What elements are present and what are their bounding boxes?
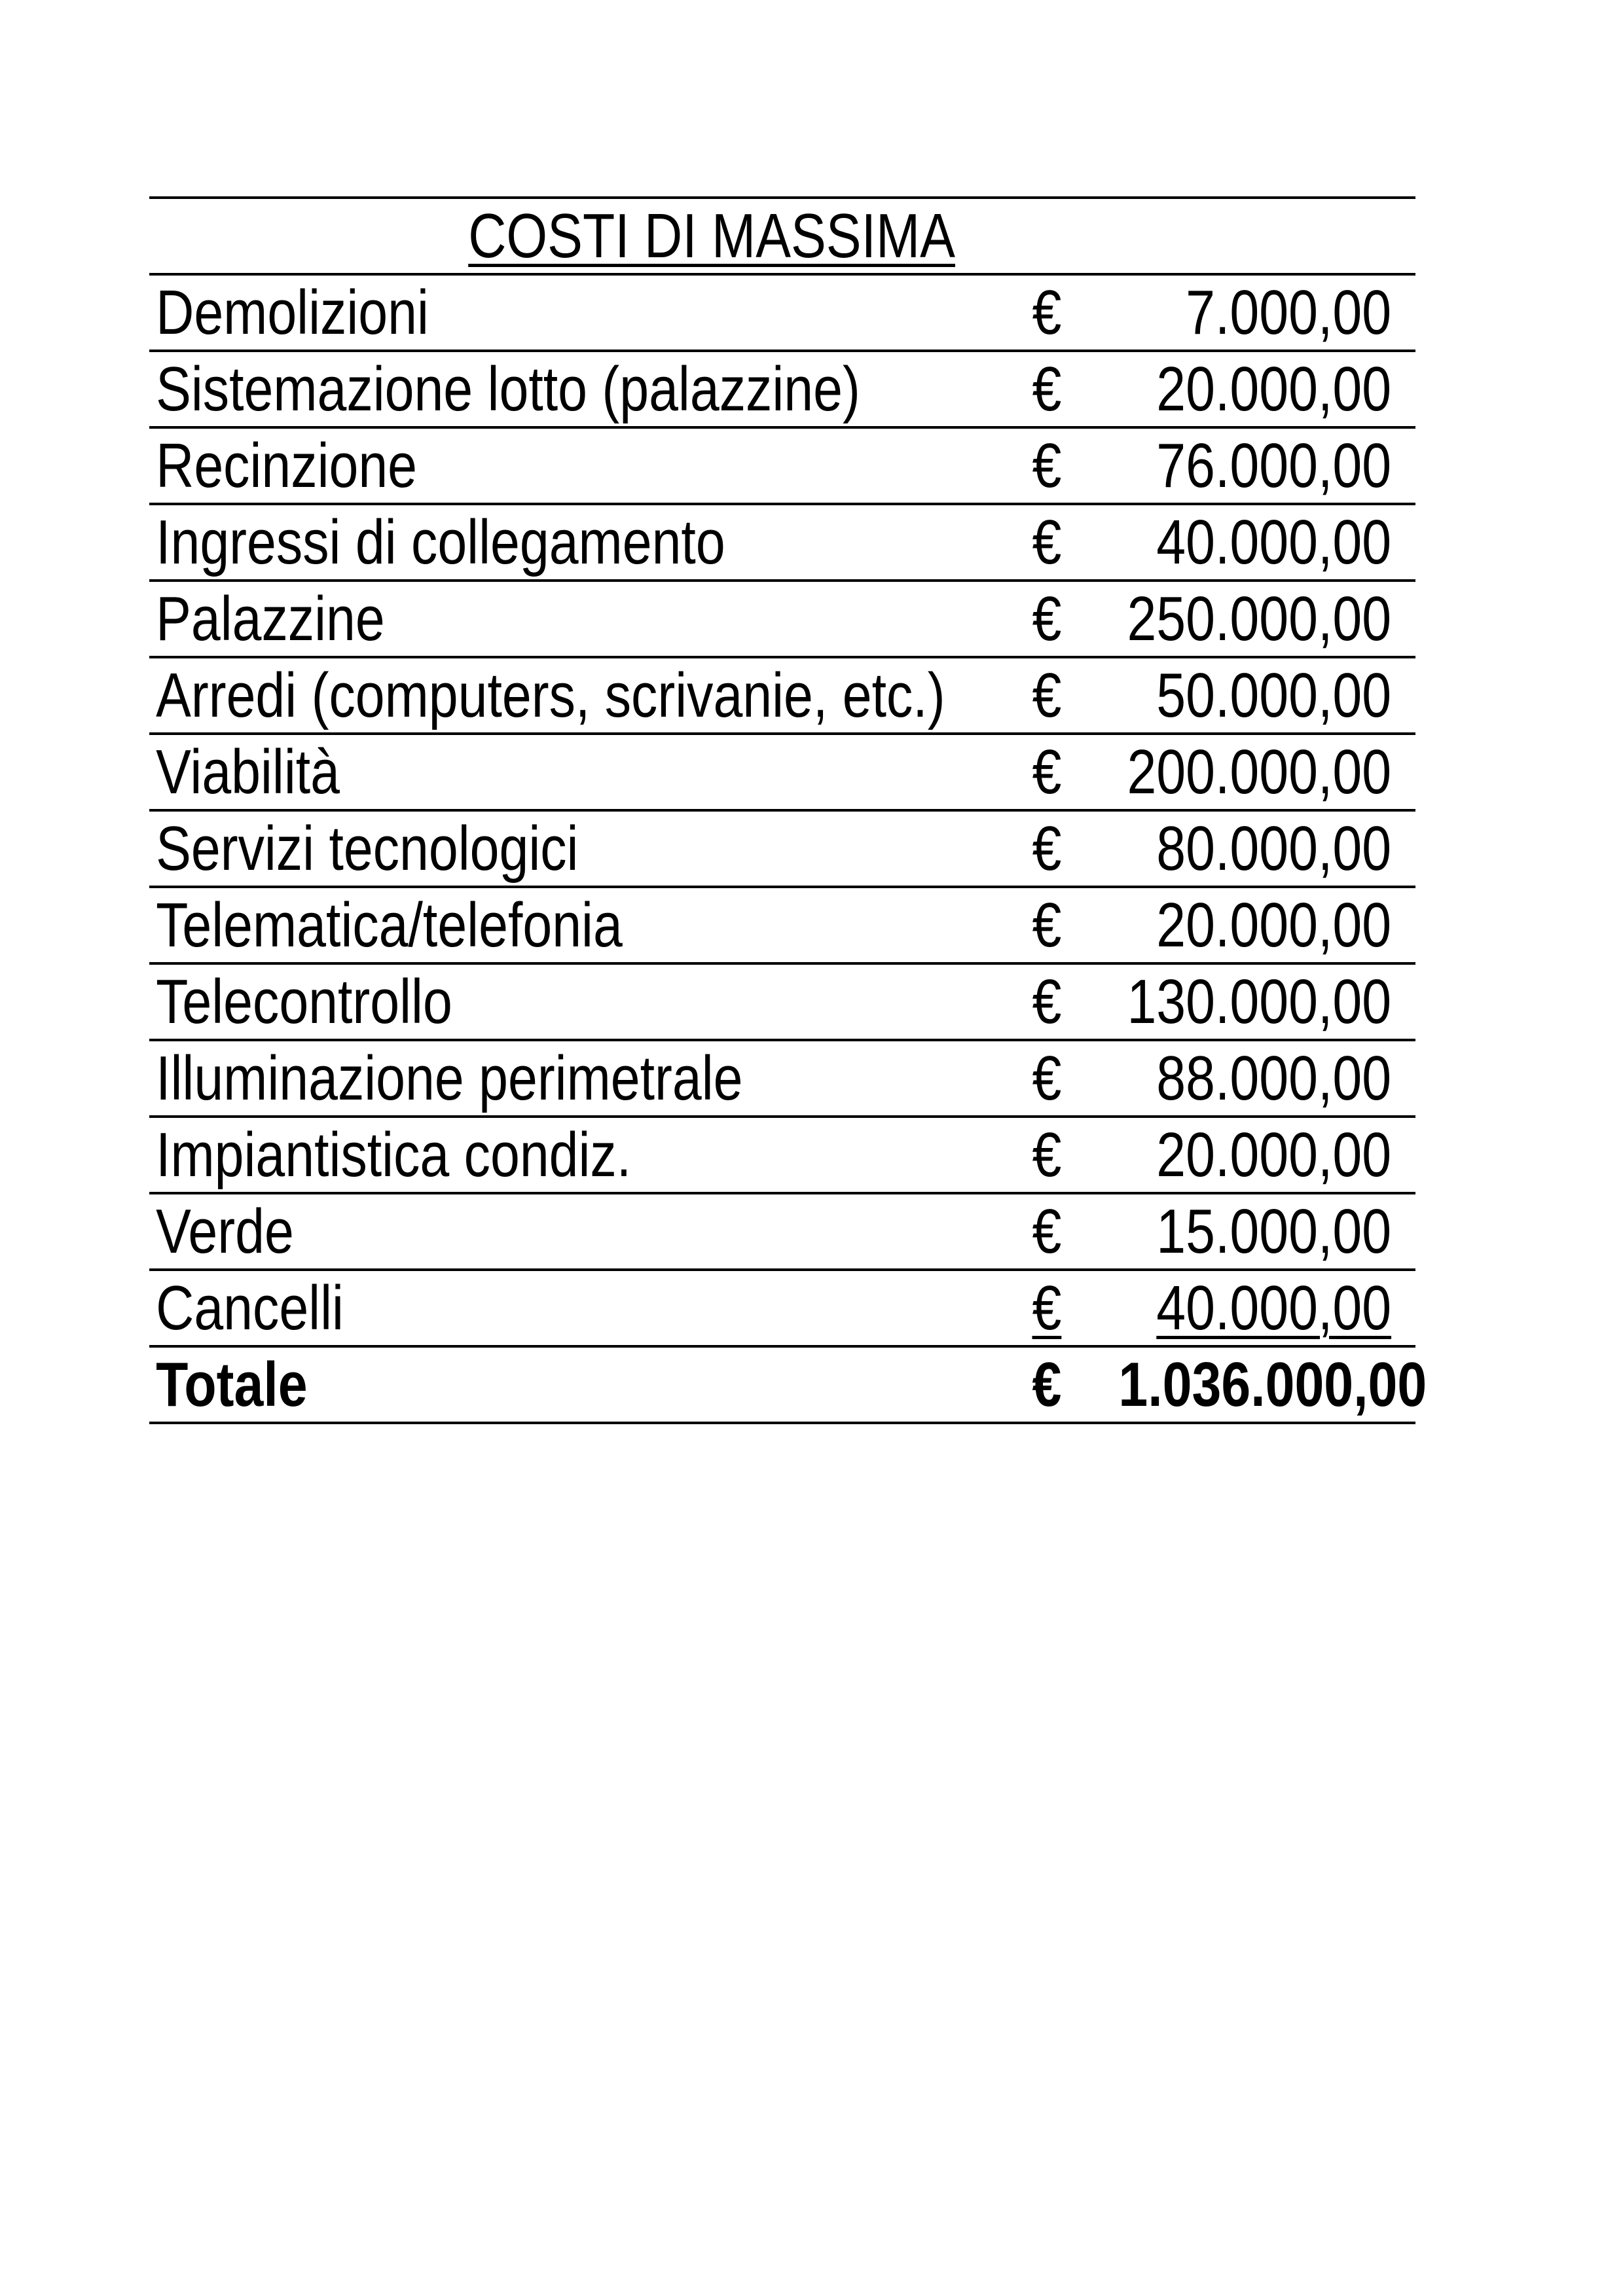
item-amount: 40.000,00 bbox=[1118, 1270, 1415, 1346]
item-label: Telecontrollo bbox=[149, 963, 881, 1040]
table-row bbox=[149, 351, 1415, 427]
table-row bbox=[149, 581, 1415, 657]
currency-symbol: € bbox=[1020, 1117, 1055, 1193]
item-amount: 15.000,00 bbox=[1118, 1193, 1415, 1270]
item-label: Cancelli bbox=[149, 1270, 881, 1346]
table-row bbox=[149, 887, 1415, 963]
item-amount: 7.000,00 bbox=[1118, 274, 1415, 351]
item-label: Impiantistica condiz. bbox=[149, 1117, 881, 1193]
item-amount: 80.000,00 bbox=[1118, 810, 1415, 887]
currency-symbol: € bbox=[1020, 504, 1055, 581]
currency-symbol: € bbox=[1020, 734, 1055, 810]
table-row bbox=[149, 657, 1415, 734]
table-title-row bbox=[149, 198, 1415, 274]
item-label: Illuminazione perimetrale bbox=[149, 1040, 881, 1117]
item-label: Sistemazione lotto (palazzine) bbox=[149, 351, 881, 427]
item-amount: 250.000,00 bbox=[1118, 581, 1415, 657]
item-label: Palazzine bbox=[149, 581, 881, 657]
currency-symbol: € bbox=[1020, 351, 1055, 427]
item-amount: 130.000,00 bbox=[1118, 963, 1415, 1040]
currency-symbol: € bbox=[1020, 1270, 1055, 1346]
table-title: COSTI DI MASSIMA bbox=[149, 198, 1213, 274]
item-label: Viabilità bbox=[149, 734, 881, 810]
item-amount: 20.000,00 bbox=[1118, 887, 1415, 963]
currency-symbol: € bbox=[1020, 810, 1055, 887]
item-amount: 20.000,00 bbox=[1118, 351, 1415, 427]
currency-symbol: € bbox=[1020, 581, 1055, 657]
total-row bbox=[149, 1346, 1415, 1423]
item-label: Telematica/telefonia bbox=[149, 887, 881, 963]
table-row bbox=[149, 274, 1415, 351]
table-row bbox=[149, 1040, 1415, 1117]
table-row bbox=[149, 1270, 1415, 1346]
item-amount: 88.000,00 bbox=[1118, 1040, 1415, 1117]
total-amount: 1.036.000,00 bbox=[1118, 1346, 1415, 1423]
cost-estimate-table bbox=[149, 196, 1427, 1424]
currency-symbol: € bbox=[1020, 1040, 1055, 1117]
table-row bbox=[149, 504, 1415, 581]
currency-symbol: € bbox=[1020, 1346, 1055, 1423]
item-label: Verde bbox=[149, 1193, 881, 1270]
table-row bbox=[149, 1193, 1415, 1270]
total-label: Totale bbox=[149, 1346, 881, 1423]
currency-symbol: € bbox=[1020, 427, 1055, 504]
item-label: Arredi (computers, scrivanie, etc.) bbox=[149, 657, 881, 734]
currency-symbol: € bbox=[1020, 274, 1055, 351]
currency-symbol: € bbox=[1020, 1193, 1055, 1270]
item-label: Ingressi di collegamento bbox=[149, 504, 881, 581]
table-row bbox=[149, 1117, 1415, 1193]
item-amount: 40.000,00 bbox=[1118, 504, 1415, 581]
item-amount: 50.000,00 bbox=[1118, 657, 1415, 734]
item-label: Recinzione bbox=[149, 427, 881, 504]
currency-symbol: € bbox=[1020, 963, 1055, 1040]
item-amount: 20.000,00 bbox=[1118, 1117, 1415, 1193]
currency-symbol: € bbox=[1020, 657, 1055, 734]
item-label: Servizi tecnologici bbox=[149, 810, 881, 887]
table-row bbox=[149, 963, 1415, 1040]
table-row bbox=[149, 810, 1415, 887]
table-row bbox=[149, 427, 1415, 504]
table-row bbox=[149, 734, 1415, 810]
item-amount: 200.000,00 bbox=[1118, 734, 1415, 810]
item-label: Demolizioni bbox=[149, 274, 881, 351]
item-amount: 76.000,00 bbox=[1118, 427, 1415, 504]
currency-symbol: € bbox=[1020, 887, 1055, 963]
